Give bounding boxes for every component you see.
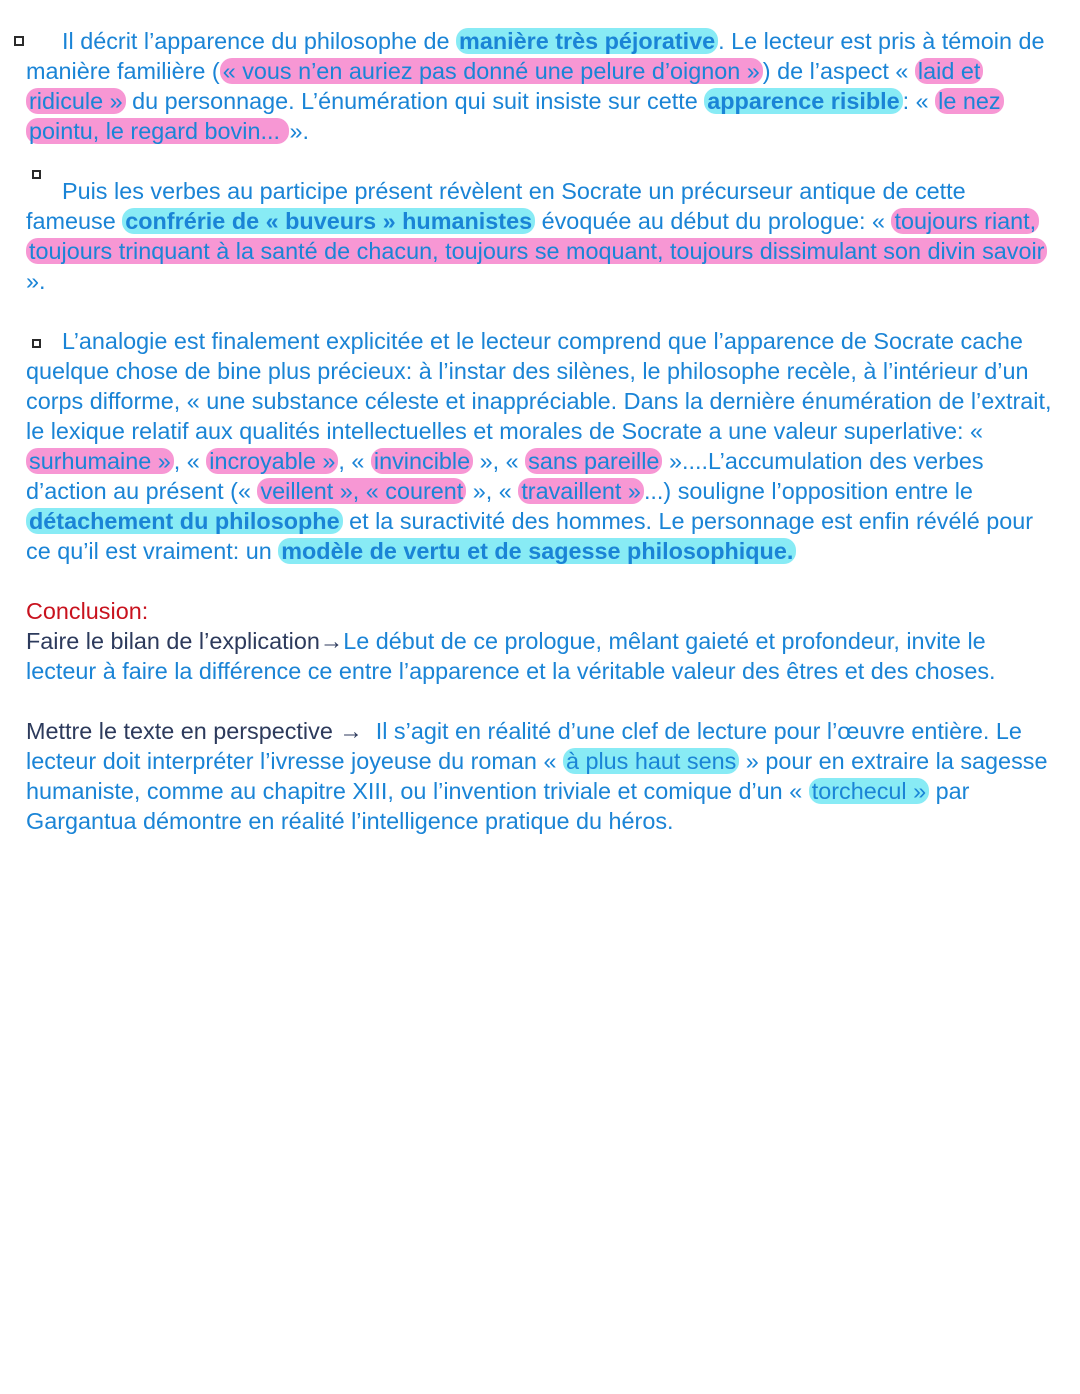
highlight-pelure-oignon: « vous n’en auriez pas donné une pelure d’oignon »	[220, 58, 763, 84]
highlight-confrerie-buveurs: confrérie de « buveurs » humanistes	[122, 208, 535, 234]
highlight-toujours-riant: toujours riant, toujours trinquant à la santé de chacun, toujours se moquant, toujours dissimulant son divin savoir	[26, 208, 1047, 264]
document-page	[26, 26, 1056, 836]
highlight-detachement-philosophe: détachement du philosophe	[26, 508, 343, 534]
highlight-travaillent: travaillent »	[518, 478, 644, 504]
highlight-surhumaine: surhumaine »	[26, 448, 174, 474]
highlight-veillent-courent: veillent », « courent	[257, 478, 466, 504]
highlight-nez-pointu: le nez pointu, le regard bovin...	[26, 88, 1004, 144]
highlight-invincible: invincible	[371, 448, 473, 474]
arrow-right-icon: →	[339, 718, 363, 744]
bilan-text: Le début de ce prologue, mêlant gaieté et profondeur, invite le lecteur à faire la différence ce entre l’apparence et la véritable valeur des êtres et des choses.	[26, 628, 996, 684]
highlight-incroyable: incroyable »	[206, 448, 338, 474]
conclusion-heading: Conclusion:	[26, 598, 149, 624]
arrow-right-icon: →	[319, 628, 344, 654]
bilan-label: Faire le bilan de l’explication	[26, 628, 320, 654]
checkbox-icon	[14, 36, 24, 46]
highlight-maniere-pejorative: manière très péjorative	[456, 28, 718, 54]
paragraph-1: Il décrit l’apparence du philosophe de manière très péjorative . Le lecteur est pris à témoin de manière familière ( « vous n’en auriez pas donné une pelure d’oignon » ) de l’aspect « laid et ridicule » du personnage. L’énumération qui suit insiste sur cette apparence risible : « le nez pointu, le regard bovin... ».	[26, 26, 1056, 146]
conclusion-perspective: Mettre le texte en perspective → Il s’agit en réalité d’une clef de lecture pour l’œuvre entière. Le lecteur doit interpréter l’ivresse joyeuse du roman « à plus haut sens » pour en extraire la sagesse humaniste, comme au chapitre XIII, ou l’invention triviale et comique d’un « torchecul » par Gargantua démontre en réalité l’intelligence pratique du héros.	[26, 718, 1048, 834]
highlight-laid-ridicule: laid et ridicule »	[26, 58, 983, 114]
conclusion-bilan	[26, 626, 1056, 686]
highlight-sans-pareille: sans pareille	[525, 448, 662, 474]
checkbox-icon	[32, 170, 41, 179]
paragraph-3: L’analogie est finalement explicitée et le lecteur comprend que l’apparence de Socrate cache quelque chose de bine plus précieux: à l’instar des silènes, le philosophe recèle, à l’intérieur d’un corps difforme, « une substance céleste et inappréciable. Dans la dernière énumération de l’extrait, le lexique relatif aux qualités intellectuelles et morales de Socrate a une valeur superlative: « surhumaine » , « incroyable » , « invincible », « sans pareille »....L’accumulation des verbes d’action au présent (« veillent », « courent », « travaillent » ...) souligne l’opposition entre le détachement du philosophe et la suractivité des hommes. Le personnage est enfin révélé pour ce qu’il est vraiment: un modèle de vertu et de sagesse philosophique.	[26, 328, 1052, 564]
highlight-modele-vertu: modèle de vertu et de sagesse philosophique.	[278, 538, 796, 564]
checkbox-icon	[32, 339, 41, 348]
paragraph-2: Puis les verbes au participe présent révèlent en Socrate un précurseur antique de cette fameuse confrérie de « buveurs » humanistes évoquée au début du prologue: « toujours riant, toujours trinquant à la santé de chacun, toujours se moquant, toujours dissimulant son divin savoir ».	[26, 176, 1056, 296]
perspective-label: Mettre le texte en perspective	[26, 718, 333, 744]
highlight-plus-haut-sens: à plus haut sens	[563, 748, 739, 774]
highlight-apparence-risible: apparence risible	[704, 88, 902, 114]
highlight-torchecul: torchecul »	[809, 778, 929, 804]
